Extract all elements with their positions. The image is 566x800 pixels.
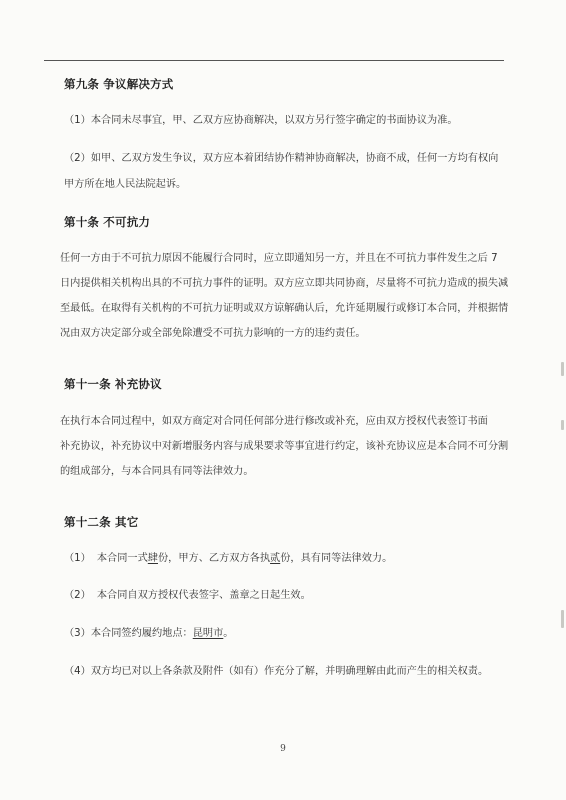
item-number: （3） (64, 628, 91, 639)
item-text-post: 份，具有同等法律效力。 (280, 553, 393, 564)
article-9-item-1 (64, 108, 504, 133)
item-number: （2） (64, 590, 91, 601)
paragraph-line: 补充协议，补充协议中对新增服务内容与成果要求等事宜进行约定，该补充协议应是本合同不可分割 (60, 441, 509, 452)
page-number: 9 (280, 744, 286, 754)
header-rule (44, 60, 504, 61)
item-text: 如甲、乙双方发生争议，双方应本着团结协作精神协商解决，协商不成，任何一方均有权向 (90, 153, 499, 164)
article-10-heading: 第十条 不可抗力 (64, 215, 151, 229)
item-text: 本合同签约履约地点： (90, 628, 193, 639)
paragraph-line: 任何一方由于不可抗力原因不能履行合同时，应立即通知另一方，并且在不可抗力事件发生之后 7 (60, 253, 498, 264)
item-text: 本合同自双方授权代表签字、盖章之日起生效。 (96, 590, 311, 601)
article-11-heading: 第十一条 补充协议 (64, 377, 162, 391)
article-12-item-2 (64, 583, 504, 608)
item-number: （2） (64, 153, 91, 164)
item-text-mid: 份，甲方、乙方双方各执 (157, 553, 271, 564)
article-9-item-2-cont (64, 172, 518, 197)
paragraph-line: 至最低。在取得有关机构的不可抗力证明或双方谅解确认后，允许延期履行或修订本合同，并根据情 (60, 303, 509, 314)
item-tail: 。 (223, 628, 234, 639)
item-number: （1） (64, 115, 91, 126)
article-12-heading: 第十二条 其它 (64, 515, 139, 529)
article-9-heading: 第九条 争议解决方式 (64, 77, 174, 91)
signing-location: 昆明市 (192, 628, 224, 639)
copies-each: 贰 (270, 553, 281, 564)
paragraph-line: 的组成部分，与本合同具有同等法律效力。 (60, 466, 254, 477)
scan-edge-mark (561, 420, 564, 430)
article-10-paragraph (60, 246, 514, 346)
scan-edge-mark (561, 362, 564, 376)
article-12-item-1 (64, 546, 504, 571)
article-12-item-4 (64, 659, 504, 684)
article-11-paragraph (60, 409, 514, 484)
item-number: （1） (64, 553, 91, 564)
paragraph-line: 甲方所在地人民法院起诉。 (64, 179, 187, 190)
copies-total: 肆 (147, 553, 158, 564)
item-text: 双方均已对以上各条款及附件（如有）作充分了解，并明确理解由此而产生的相关权责。 (90, 666, 489, 677)
paragraph-line: 况由双方决定部分或全部免除遭受不可抗力影响的一方的违约责任。 (60, 328, 366, 339)
item-text-pre: 本合同一式 (96, 553, 148, 564)
scan-edge-mark (561, 610, 564, 628)
item-text: 本合同未尽事宜，甲、乙双方应协商解决，以双方另行签字确定的书面协议为准。 (90, 115, 458, 126)
article-9-item-2 (64, 146, 504, 171)
paragraph-line: 日内提供相关机构出具的不可抗力事件的证明。双方应立即共同协商，尽量将不可抗力造成的损失减 (60, 278, 509, 289)
item-number: （4） (64, 666, 91, 677)
paragraph-line: 在执行本合同过程中，如双方商定对合同任何部分进行修改或补充，应由双方授权代表签订书面 (60, 416, 488, 427)
article-12-item-3 (64, 621, 504, 646)
